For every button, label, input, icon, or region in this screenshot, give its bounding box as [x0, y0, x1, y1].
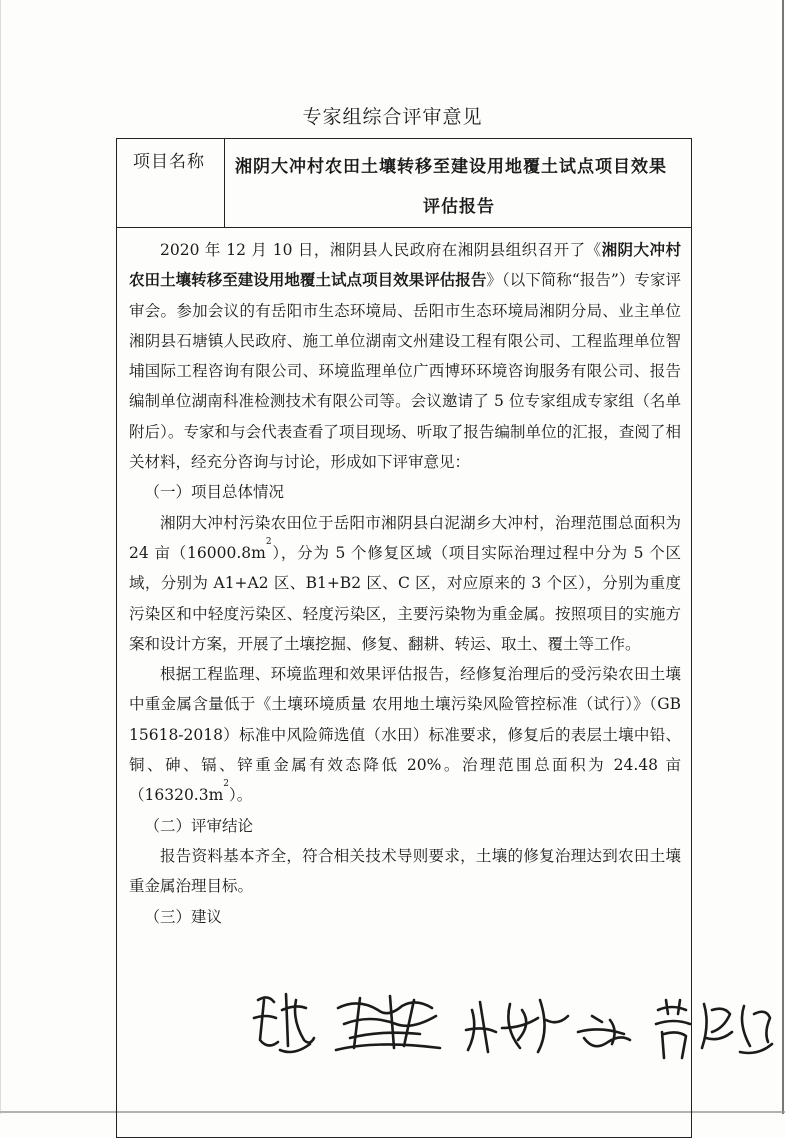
results-text-a: 根据工程监理、环境监理和效果评估报告，经修复治理后的受污染农田土壤中重金属含量低于《土壤环境质量 农用地土壤污染风险管控标准（试行）》（GB 15618-2018）标准中风险筛选值（水田）标准要求，修复后的表层土壤中铅、铜、砷、镉、锌重金属有效态降低 20%。治理范围总面积为 24.48 亩（16320.3m [129, 665, 681, 805]
intro-paragraph [129, 235, 681, 477]
section-heading-2: （二）评审结论 [144, 816, 254, 835]
review-opinion-body [129, 235, 681, 932]
section-heading-3: （三）建议 [144, 907, 223, 926]
signature-1 [254, 994, 314, 1052]
project-name [235, 147, 683, 217]
project-name-line2: 评估报告 [423, 197, 495, 217]
signature-2 [336, 996, 440, 1050]
results-paragraph [129, 659, 681, 810]
project-name-row [117, 139, 691, 228]
signature-4 [578, 1016, 630, 1046]
signature-3 [466, 1000, 568, 1052]
document-title: 专家组综合评审意见 [302, 106, 483, 128]
overview-text-a: 湘阴大冲村污染农田位于岳阳市湘阴县白泥湖乡大冲村，治理范围总面积为 24 亩（16000.8m [129, 513, 681, 562]
project-label: 项目名称 [133, 152, 205, 172]
results-text-b: ）。 [229, 786, 253, 805]
project-label-cell [117, 139, 225, 227]
expert-signatures [240, 980, 785, 1110]
conclusion-paragraph: 报告资料基本齐全，符合相关技术导则要求，土壤的修复治理达到农田土壤重金属治理目标。 [129, 846, 681, 896]
report-title-bold: 湘阴大冲村农田土壤转移至建设用地覆土试点项目效果评估报告 [129, 240, 681, 290]
intro-text-a: 2020 年 12 月 10 日，湘阴县人民政府在湘阴县组织召开了《 [160, 241, 602, 259]
intro-text-b: 》（以下简称“报告”）专家评审会。参加会议的有岳阳市生态环境局、岳阳市生态环境局湘阴分局、业主单位湘阴县石塘镇人民政府、施工单位湖南文州建设工程有限公司、工程监理单位智埔国际工程咨询有限公司、环境监理单位广西博环环境咨询服务有限公司、报告编制单位湖南科准检测技术有限公司等。会议邀请了 5 位专家组成专家组（名单附后）。专家和与会代表查看了项目现场、听取了报告编制单位的汇报，查阅了相关材料，经充分咨询与讨论，形成如下评审意见： [129, 271, 681, 472]
overview-text-b: ），分为 5 个修复区域（项目实际治理过程中分为 5 个区域，分别为 A1+A2 区、B1+B2 区、C 区，对应原来的 3 个区），分别为重度污染区和中轻度污染区、轻度污染区，主要污染物为重金属。按照项目的实施方案和设计方案，开展了土壤挖掘、修复、翻耕、转运、取土、覆土等工作。 [129, 543, 681, 653]
overview-paragraph [129, 508, 681, 659]
project-name-line1: 湘阴大冲村农田土壤转移至建设用地覆土试点项目效果 [235, 157, 667, 177]
results-sup: 2 [223, 779, 230, 790]
overview-sup: 2 [265, 536, 272, 547]
section-heading-1: （一）项目总体情况 [144, 483, 285, 502]
signature-5 [656, 1000, 772, 1058]
